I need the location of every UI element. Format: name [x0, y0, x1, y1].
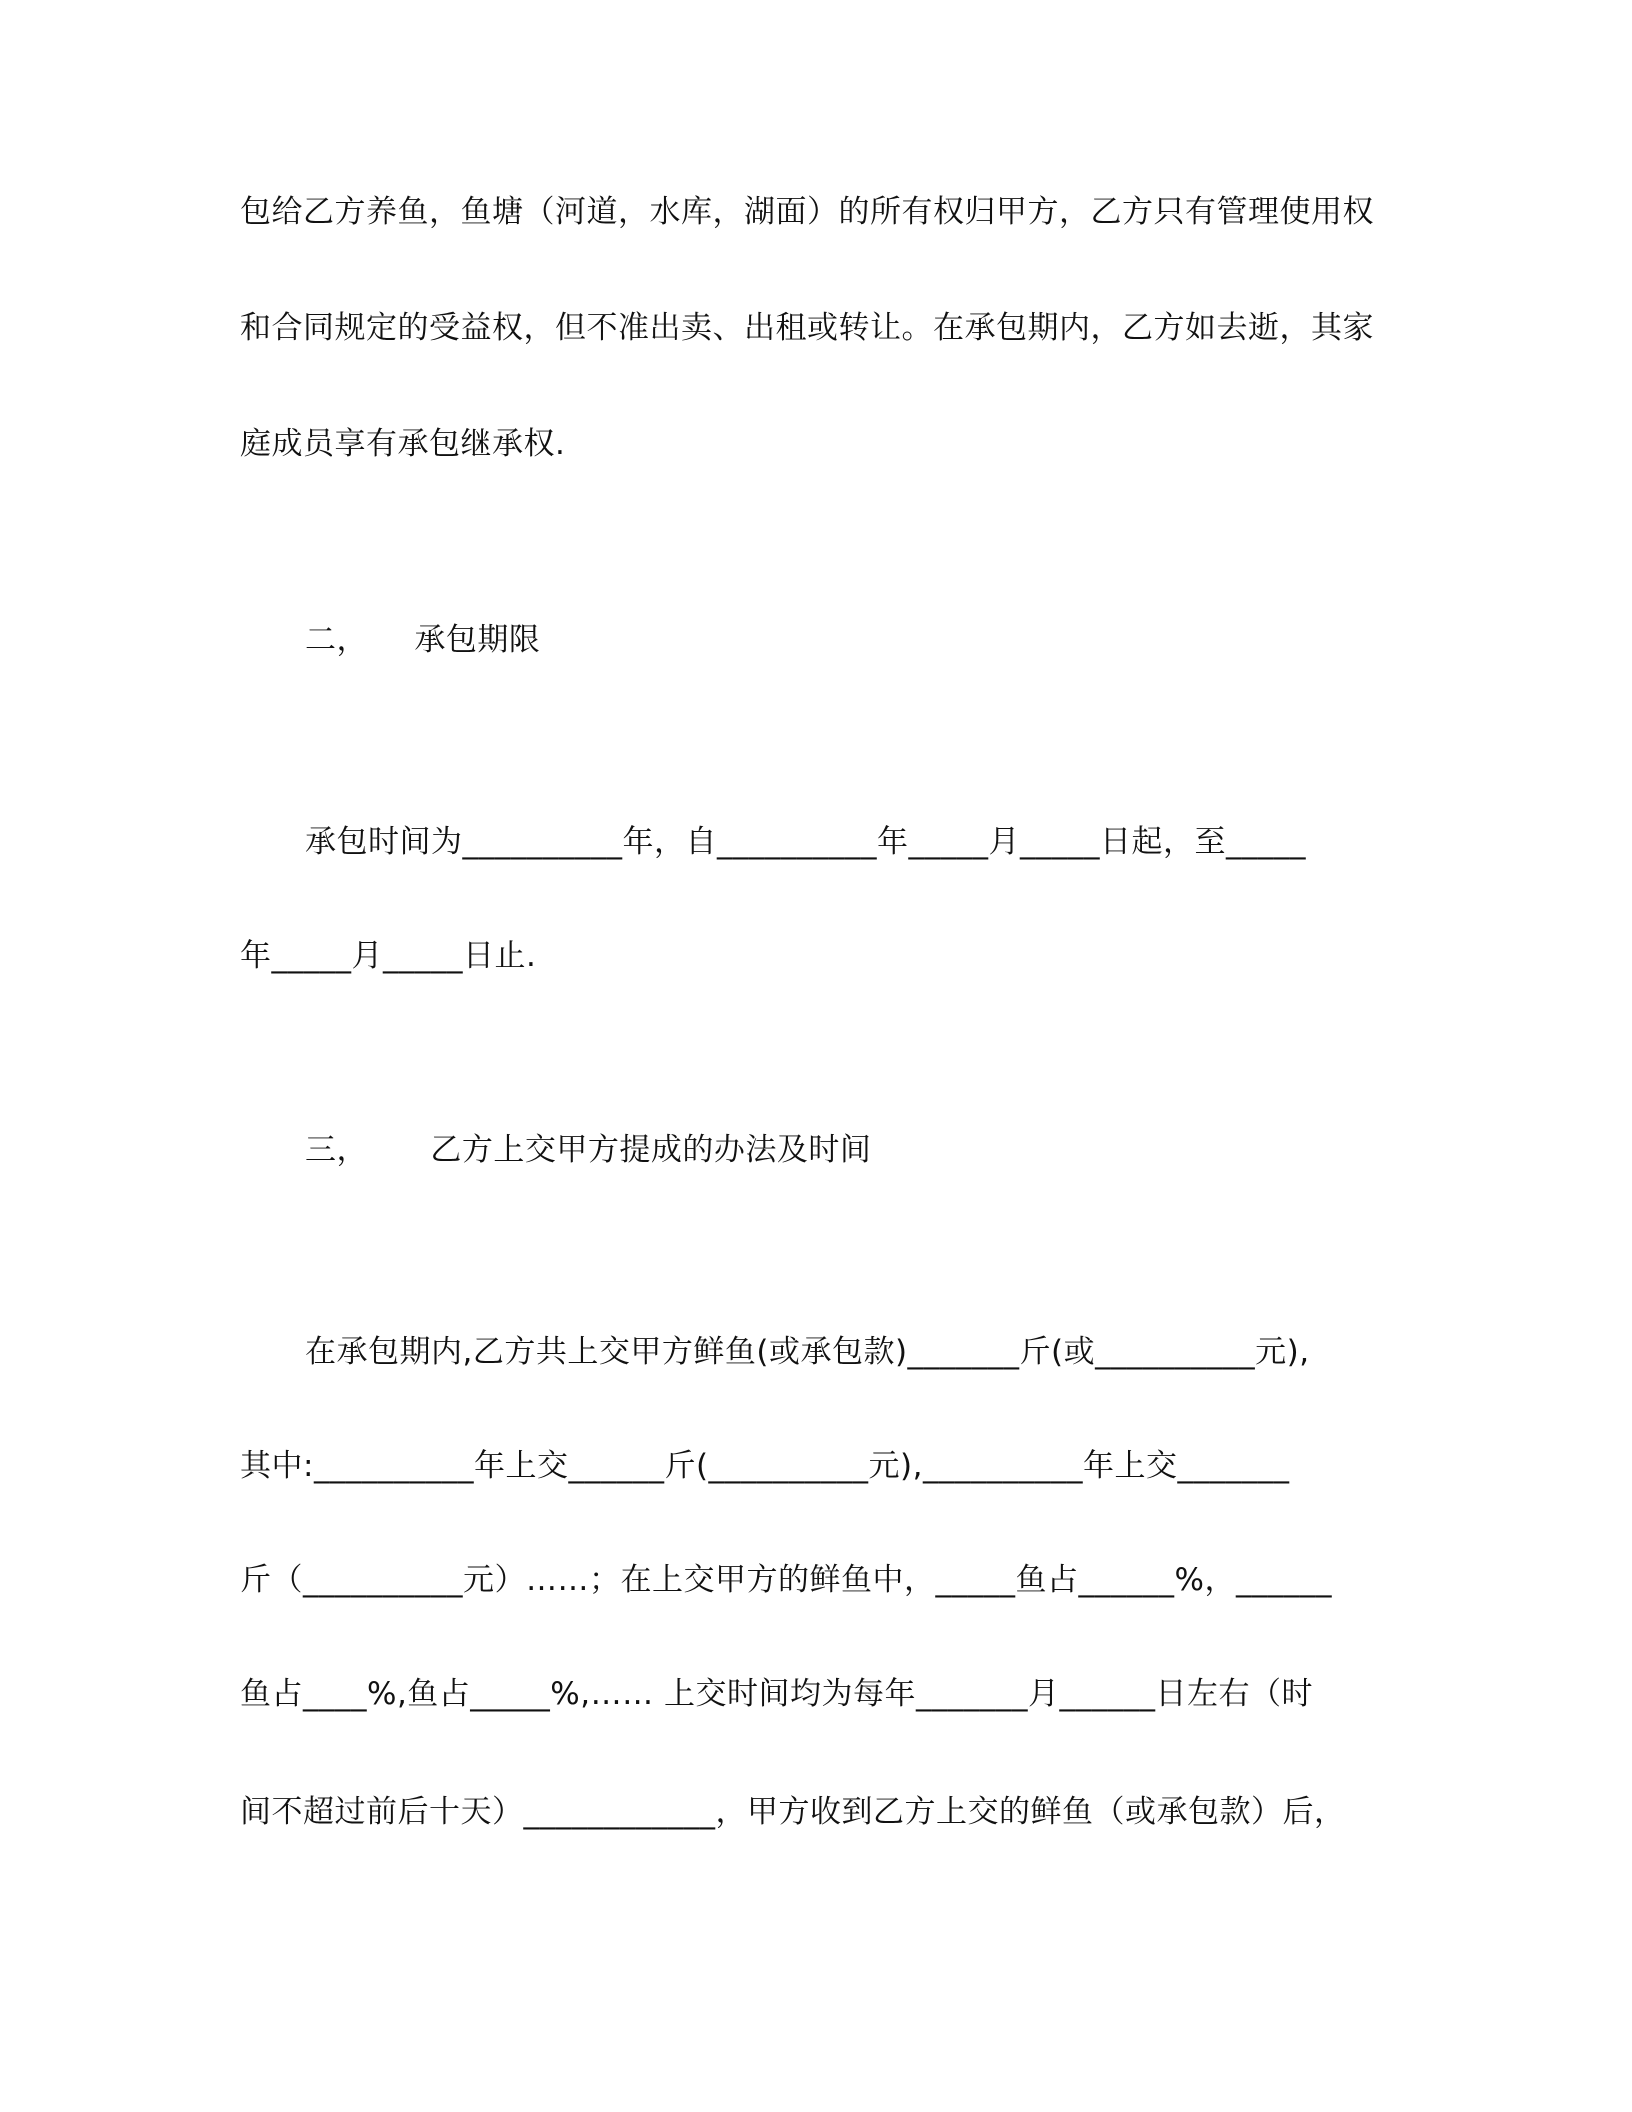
section2-number: 二， — [305, 622, 368, 658]
section2-line-1: 承包时间为__________年，自__________年_____月_____日起，至_____ — [305, 824, 1306, 860]
section1-line-3: 庭成员享有承包继承权. — [240, 426, 566, 462]
section3-line-4: 鱼占____%,鱼占_____%,…… 上交时间均为每年_______月______日左右（时 — [240, 1676, 1313, 1712]
section3-line-1: 在承包期内,乙方共上交甲方鲜鱼(或承包款)_______斤(或__________元), — [305, 1334, 1310, 1370]
section3-line-5: 间不超过前后十天）____________，甲方收到乙方上交的鲜鱼（或承包款）后， — [240, 1794, 1346, 1830]
section3-line-2: 其中:__________年上交______斤(__________元),__________年上交_______ — [240, 1448, 1290, 1484]
section3-title: 乙方上交甲方提成的办法及时间 — [430, 1132, 872, 1168]
section2-title: 承包期限 — [414, 622, 541, 658]
section2-heading — [305, 618, 1455, 662]
section3-number: 三， — [305, 1132, 368, 1168]
section3-line-3: 斤（__________元）……；在上交甲方的鲜鱼中，_____鱼占______%，______ — [240, 1562, 1332, 1598]
section3-heading — [305, 1128, 1455, 1172]
section1-line-2: 和合同规定的受益权，但不准出卖、出租或转让。在承包期内，乙方如去逝，其家 — [240, 310, 1374, 346]
section1-line-1: 包给乙方养鱼，鱼塘（河道，水库，湖面）的所有权归甲方，乙方只有管理使用权 — [240, 194, 1374, 230]
section2-line-2: 年_____月_____日止. — [240, 938, 537, 974]
